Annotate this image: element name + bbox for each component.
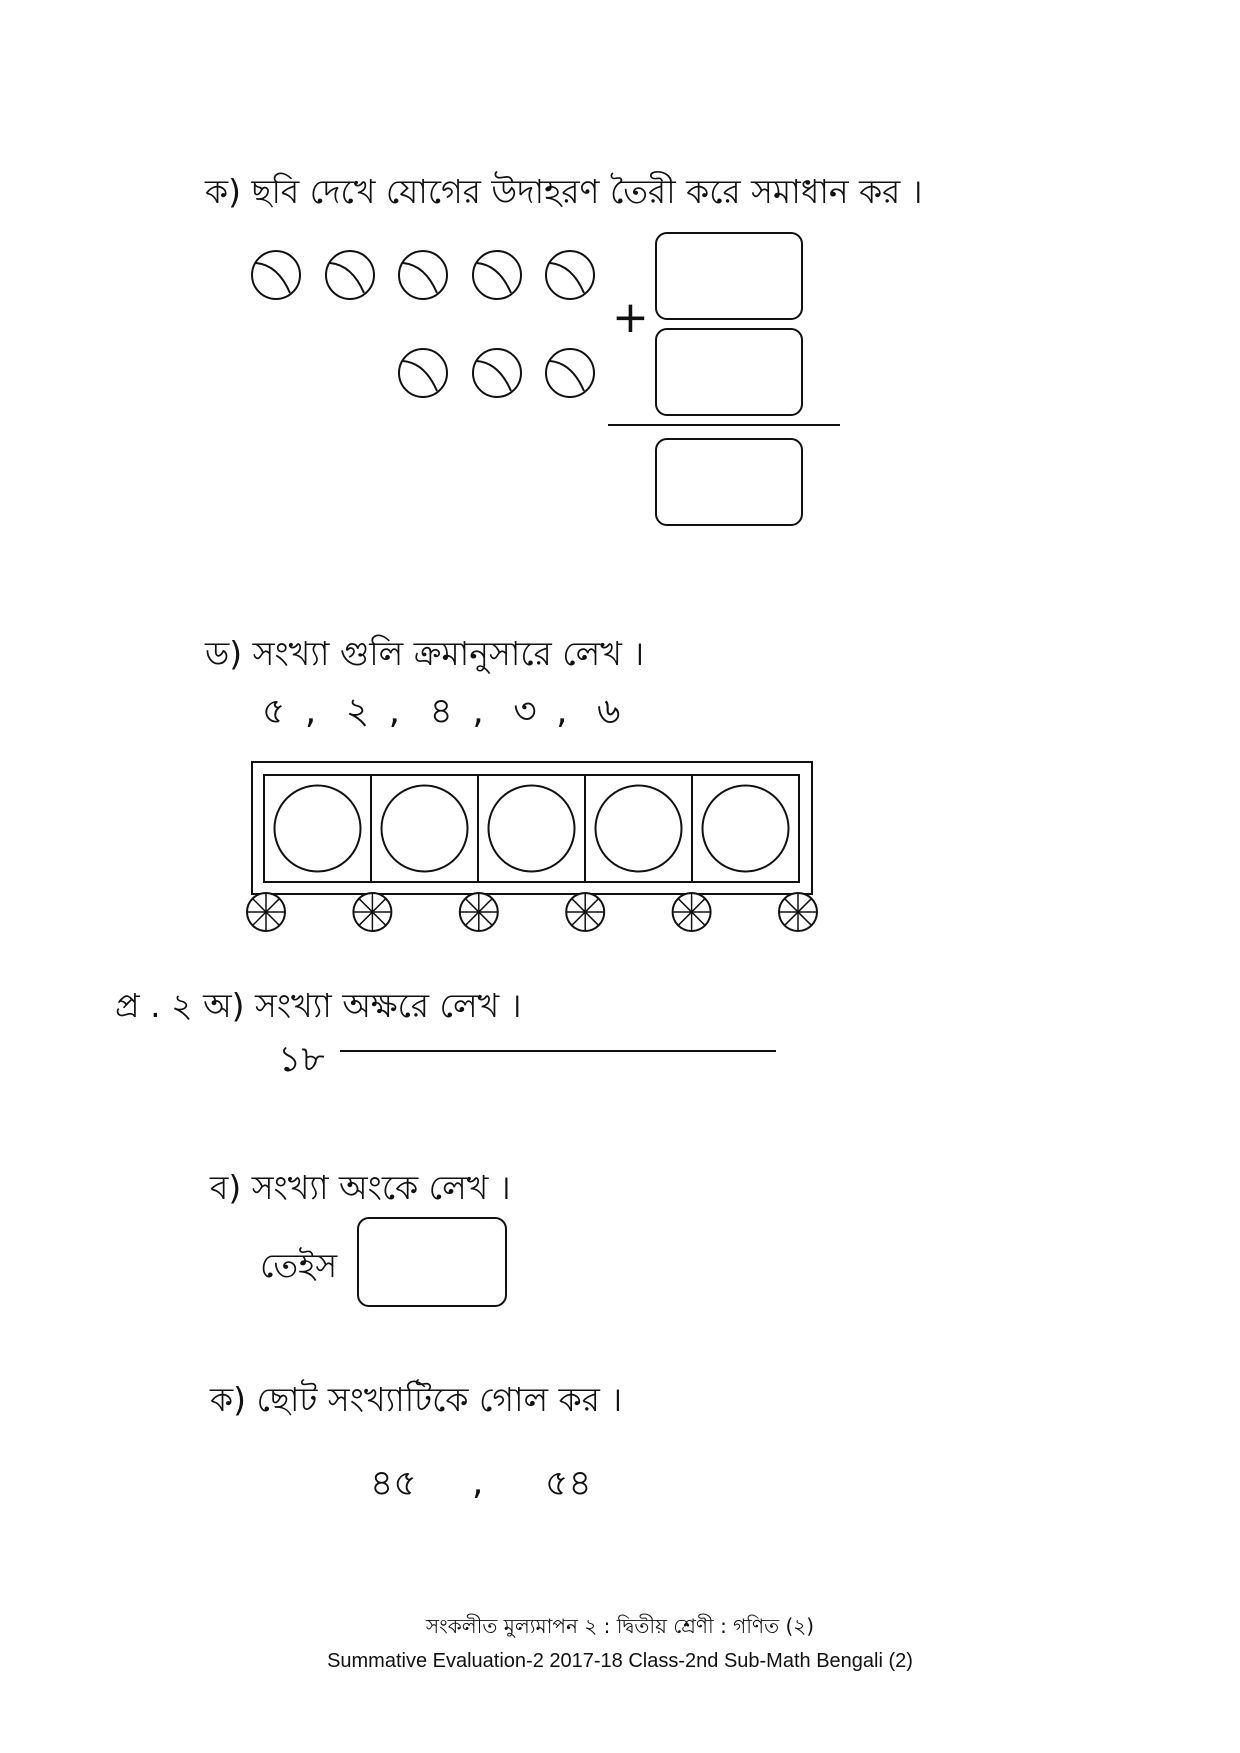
ball-icon [473, 349, 521, 397]
section-ka-label: ক) [205, 172, 241, 211]
sequence-number: ২ [345, 691, 370, 732]
train-slot[interactable] [585, 775, 682, 882]
sequence-separator: , [388, 691, 401, 732]
ball-icon [546, 251, 594, 299]
q2-part-a-label: অ) [203, 986, 245, 1025]
q2-label: প্র . ২ [115, 986, 193, 1025]
train-inner-frame [264, 775, 799, 882]
train-slot[interactable] [692, 775, 789, 882]
ball-icon [399, 349, 447, 397]
sequence-number: ৫ [262, 691, 286, 732]
ball-icon [473, 251, 521, 299]
wheel-icon [566, 893, 604, 931]
wheel-icon [247, 893, 285, 931]
ball-icon [252, 251, 300, 299]
train-outer-frame [252, 762, 812, 894]
wheel-icon [673, 893, 711, 931]
addend-2-box[interactable] [655, 328, 803, 416]
number-sequence [262, 684, 620, 744]
sum-box[interactable] [655, 438, 803, 526]
addend-1-box[interactable] [655, 232, 803, 320]
train-slot[interactable] [371, 775, 468, 882]
section-ka-instruction: ক) ছবি দেখে যোগের উদাহরণ তৈরী করে সমাধান কর । [205, 172, 923, 211]
q2-part-a-instruction: প্র . ২ অ) সংখ্যা অক্ষরে লেখ । [115, 986, 522, 1025]
number-18: ১৮ [278, 1039, 325, 1080]
footer-english: Summative Evaluation-2 2017-18 Class-2nd Sub-Math Bengali (2) [327, 1650, 913, 1672]
ball-icon [326, 251, 374, 299]
wheel-icon [353, 893, 391, 931]
number-45[interactable]: ৪৫ [370, 1463, 417, 1504]
word-teis: তেইস [260, 1246, 338, 1285]
plus-sign: + [612, 292, 649, 343]
ball-icon [399, 251, 447, 299]
sequence-number: ৩ [513, 691, 537, 732]
wheel-icon [779, 893, 817, 931]
number-54[interactable]: ৫৪ [545, 1463, 592, 1504]
sequence-separator: , [556, 691, 568, 732]
wheel-icon [460, 893, 498, 931]
footer-bengali: সংকলীত মুল্যমাপন ২ : দ্বিতীয় শ্রেণী : গণিত (২) [425, 1614, 815, 1638]
train-slot[interactable] [478, 775, 575, 882]
section-dho-label: ড) [205, 634, 243, 673]
sequence-separator: , [472, 691, 484, 732]
sum-line [608, 424, 840, 426]
answer-line[interactable] [340, 1050, 776, 1052]
compare-separator: , [472, 1462, 484, 1503]
section-dho-instruction: ড) সংখ্যা গুলি ক্রমানুসারে লেখ । [205, 634, 645, 673]
number-answer-box[interactable] [357, 1217, 507, 1307]
ball-icon [546, 349, 594, 397]
q2-part-c-instruction: ক) ছোট সংখ্যাটিকে গোল কর । [210, 1380, 623, 1419]
train-slot[interactable] [275, 786, 361, 872]
sequence-separator: , [304, 691, 317, 732]
q2-part-b-label: ব) [210, 1168, 242, 1207]
sequence-number: ৬ [597, 691, 621, 732]
sequence-number: ৪ [429, 691, 453, 732]
q2-part-c-label: ক) [210, 1380, 246, 1419]
q2-part-b-instruction: ব) সংখ্যা অংকে লেখ । [210, 1168, 511, 1207]
